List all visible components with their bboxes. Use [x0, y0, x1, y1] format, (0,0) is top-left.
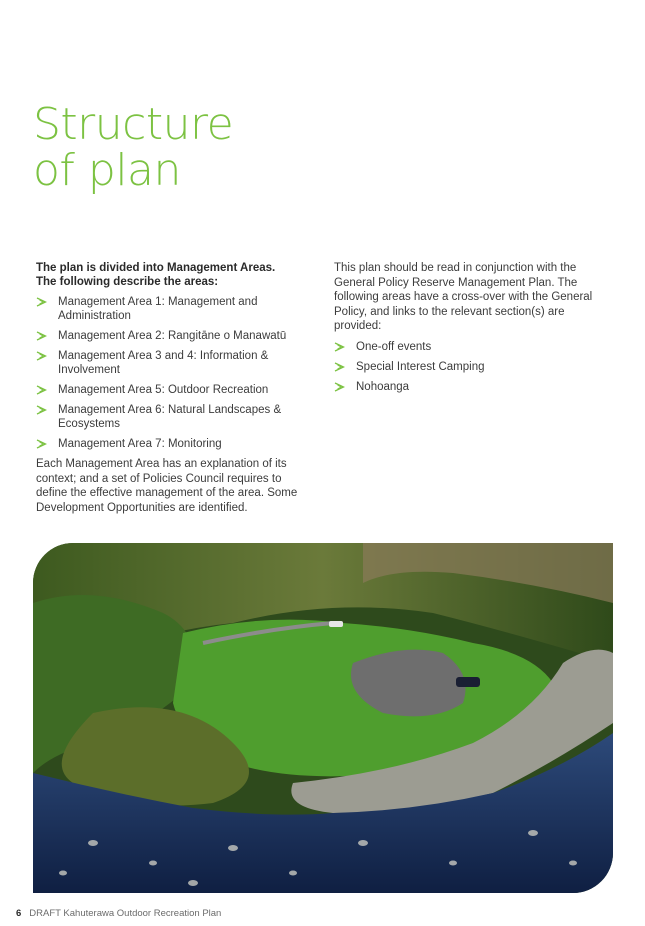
list-item [36, 403, 312, 431]
list-item-label: One-off events [356, 340, 432, 353]
crossover-areas-list [334, 340, 610, 394]
list-item-label: Management Area 5: Outdoor Recreation [58, 384, 269, 396]
list-item [334, 380, 610, 394]
page-title [33, 99, 234, 196]
list-item [36, 295, 312, 323]
list-item-label: Management Area 3 and 4: Information & Involvement [58, 350, 269, 376]
list-item [36, 383, 312, 397]
chevron-arrow-icon [36, 297, 47, 307]
chevron-arrow-icon [36, 351, 47, 361]
page-title-line2: of plan [33, 145, 181, 196]
list-item [36, 437, 312, 451]
chevron-arrow-icon [36, 385, 47, 395]
list-item-label: Management Area 7: Monitoring [58, 438, 222, 450]
chevron-arrow-icon [36, 439, 47, 449]
chevron-arrow-icon [334, 382, 345, 392]
management-areas-list [36, 295, 312, 451]
list-item [334, 360, 610, 374]
left-intro [36, 261, 312, 289]
list-item-label: Management Area 2: Rangitāne o Manawatū [58, 330, 287, 342]
list-item-label: Management Area 6: Natural Landscapes & Ecosystems [58, 404, 282, 430]
page-title-line1: Structure [33, 99, 234, 150]
left-intro-line2: The following describe the areas: [36, 276, 219, 288]
list-item [334, 340, 610, 354]
list-item [36, 349, 312, 377]
right-intro-paragraph: This plan should be read in conjunction with the General Policy Reserve Management Plan. The following areas have a cross-over with the General Policy, and links to the relevant section(s) are provided: [334, 262, 593, 332]
footer-doc-title: DRAFT Kahuterawa Outdoor Recreation Plan [29, 908, 222, 919]
left-closing-paragraph: Each Management Area has an explanation of its context; and a set of Policies Council requires to define the effective management of the area. Some Development Opportunities are identified. [36, 458, 298, 514]
left-intro-line1: The plan is divided into Management Areas. [36, 262, 276, 274]
page-footer [16, 908, 221, 920]
page-number: 6 [16, 908, 22, 919]
river-reserve-photo [33, 543, 613, 893]
list-item-label: Nohoanga [356, 380, 410, 393]
list-item-label: Management Area 1: Management and Administration [58, 296, 258, 322]
list-item-label: Special Interest Camping [356, 360, 485, 373]
list-item [36, 329, 312, 343]
left-column [36, 261, 312, 515]
aerial-landscape-illustration [33, 543, 613, 893]
chevron-arrow-icon [334, 362, 345, 372]
chevron-arrow-icon [36, 331, 47, 341]
chevron-arrow-icon [36, 405, 47, 415]
right-column [334, 261, 610, 400]
chevron-arrow-icon [334, 342, 345, 352]
